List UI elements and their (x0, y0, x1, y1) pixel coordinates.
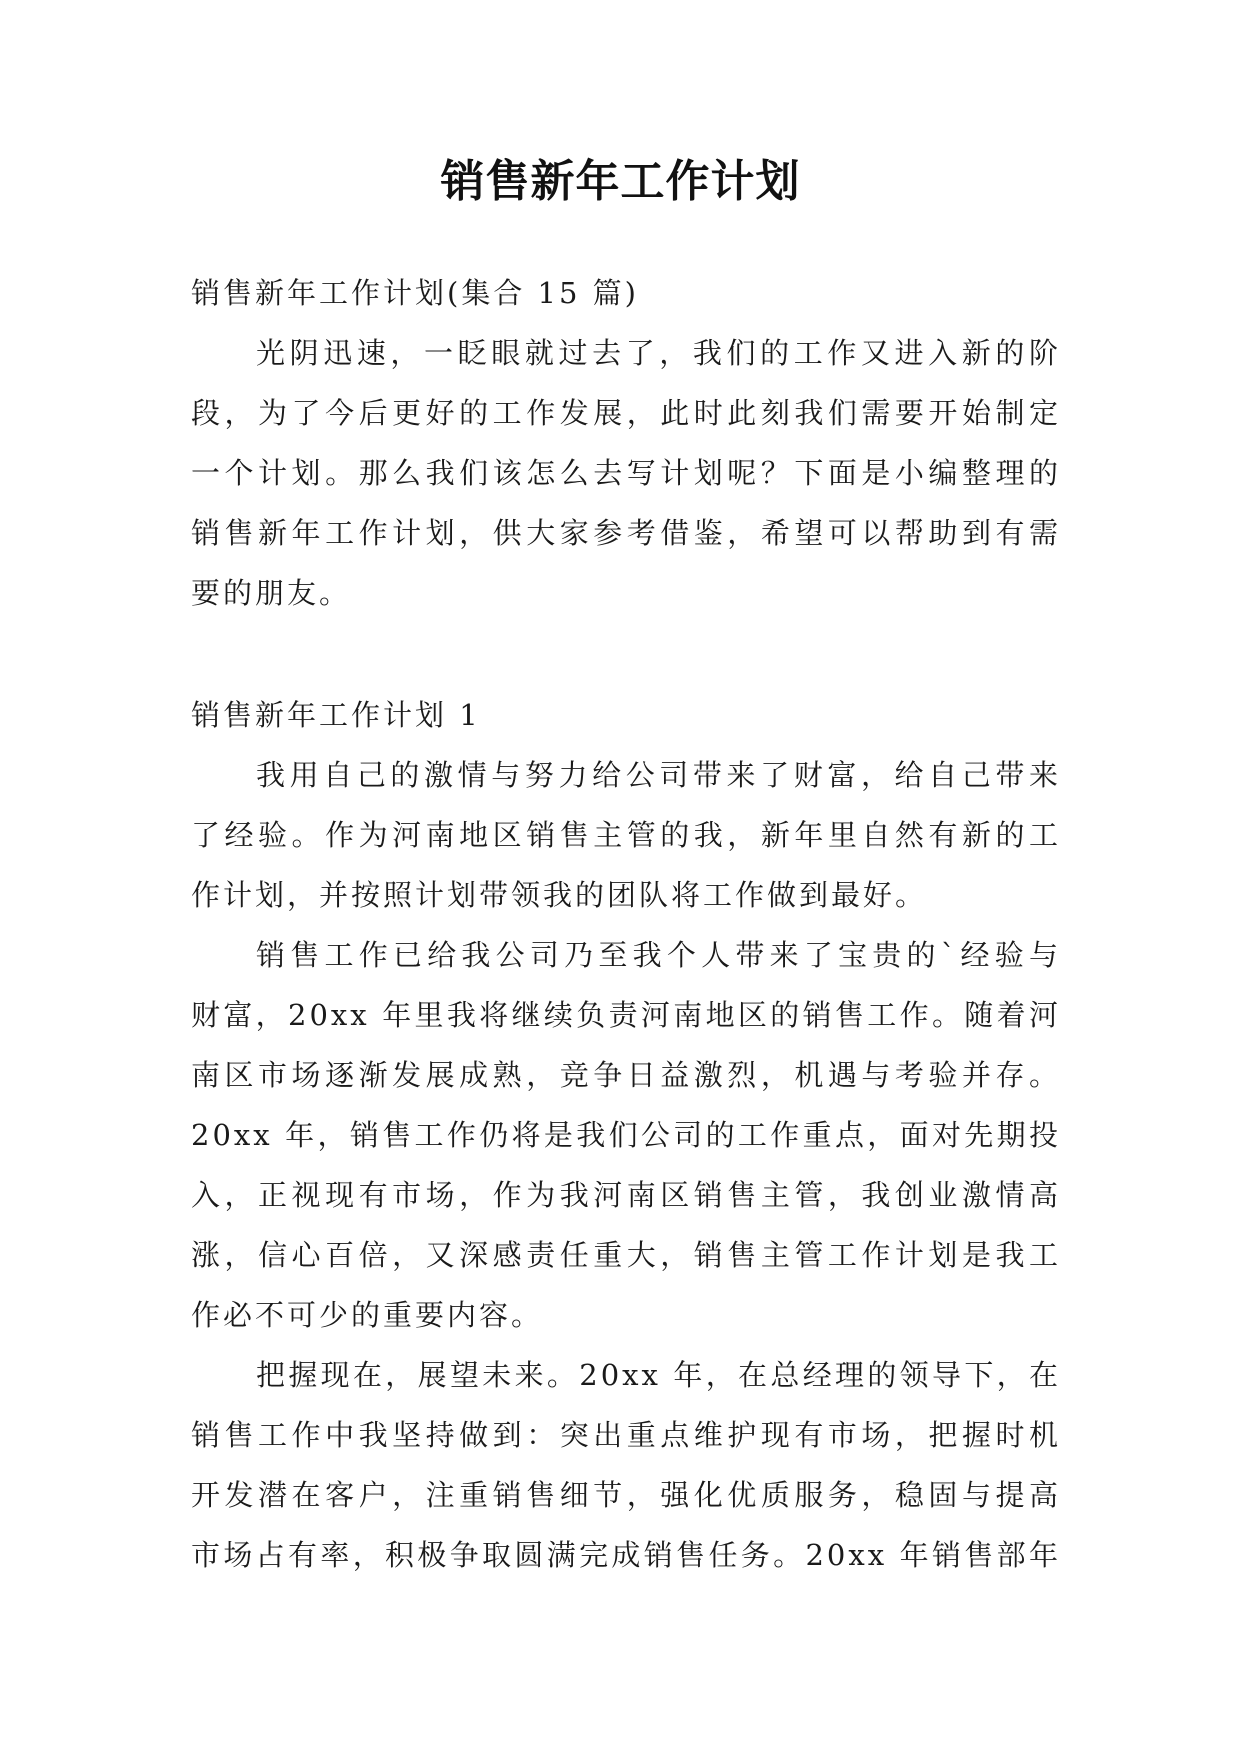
paragraph-line: 销售工作已给我公司乃至我个人带来了宝贵的`经验与 (256, 938, 1061, 972)
paragraph-line: 我用自己的激情与努力给公司带来了财富，给自己带来 (256, 758, 1061, 792)
paragraph-line: 涨，信心百倍，又深感责任重大，销售主管工作计划是我工 (191, 1238, 1061, 1272)
paragraph-line: 财富，20xx 年里我将继续负责河南地区的销售工作。随着河 (191, 998, 1061, 1032)
document-body (191, 263, 1061, 1585)
paragraph-line: 段，为了今后更好的工作发展，此时此刻我们需要开始制定 (191, 396, 1061, 430)
paragraph-line: 市场占有率，积极争取圆满完成销售任务。20xx 年销售部年 (191, 1538, 1061, 1572)
paragraph-line: 把握现在，展望未来。20xx 年，在总经理的领导下，在 (256, 1358, 1061, 1392)
paragraph-line: 南区市场逐渐发展成熟，竞争日益激烈，机遇与考验并存。 (191, 1058, 1061, 1092)
paragraph-line: 销售工作中我坚持做到：突出重点维护现有市场，把握时机 (191, 1418, 1061, 1452)
paragraph-line: 入，正视现有市场，作为我河南区销售主管，我创业激情高 (191, 1178, 1061, 1212)
section-heading: 销售新年工作计划 1 (191, 698, 481, 732)
paragraph-2 (191, 925, 1061, 1345)
paragraph-line: 20xx 年，销售工作仍将是我们公司的工作重点，面对先期投 (191, 1118, 1061, 1152)
paragraph-line: 要的朋友。 (191, 576, 352, 610)
paragraph-line: 光阴迅速，一眨眼就过去了，我们的工作又进入新的阶 (256, 336, 1061, 370)
paragraph-line: 开发潜在客户，注重销售细节，强化优质服务，稳固与提高 (191, 1478, 1061, 1512)
document-title: 销售新年工作计划 (440, 156, 801, 207)
paragraph-1 (191, 745, 1061, 925)
paragraph-line: 作计划，并按照计划带领我的团队将工作做到最好。 (191, 878, 928, 912)
paragraph-line: 作必不可少的重要内容。 (191, 1298, 544, 1332)
section-gap (191, 623, 1061, 685)
paragraph-line: 一个计划。那么我们该怎么去写计划呢？下面是小编整理的 (191, 456, 1061, 490)
paragraph-line: 了经验。作为河南地区销售主管的我，新年里自然有新的工 (191, 818, 1061, 852)
document-subtitle: 销售新年工作计划(集合 15 篇) (191, 276, 639, 310)
intro-paragraph (191, 323, 1061, 623)
paragraph-3 (191, 1345, 1061, 1585)
paragraph-line: 销售新年工作计划，供大家参考借鉴，希望可以帮助到有需 (191, 516, 1061, 550)
